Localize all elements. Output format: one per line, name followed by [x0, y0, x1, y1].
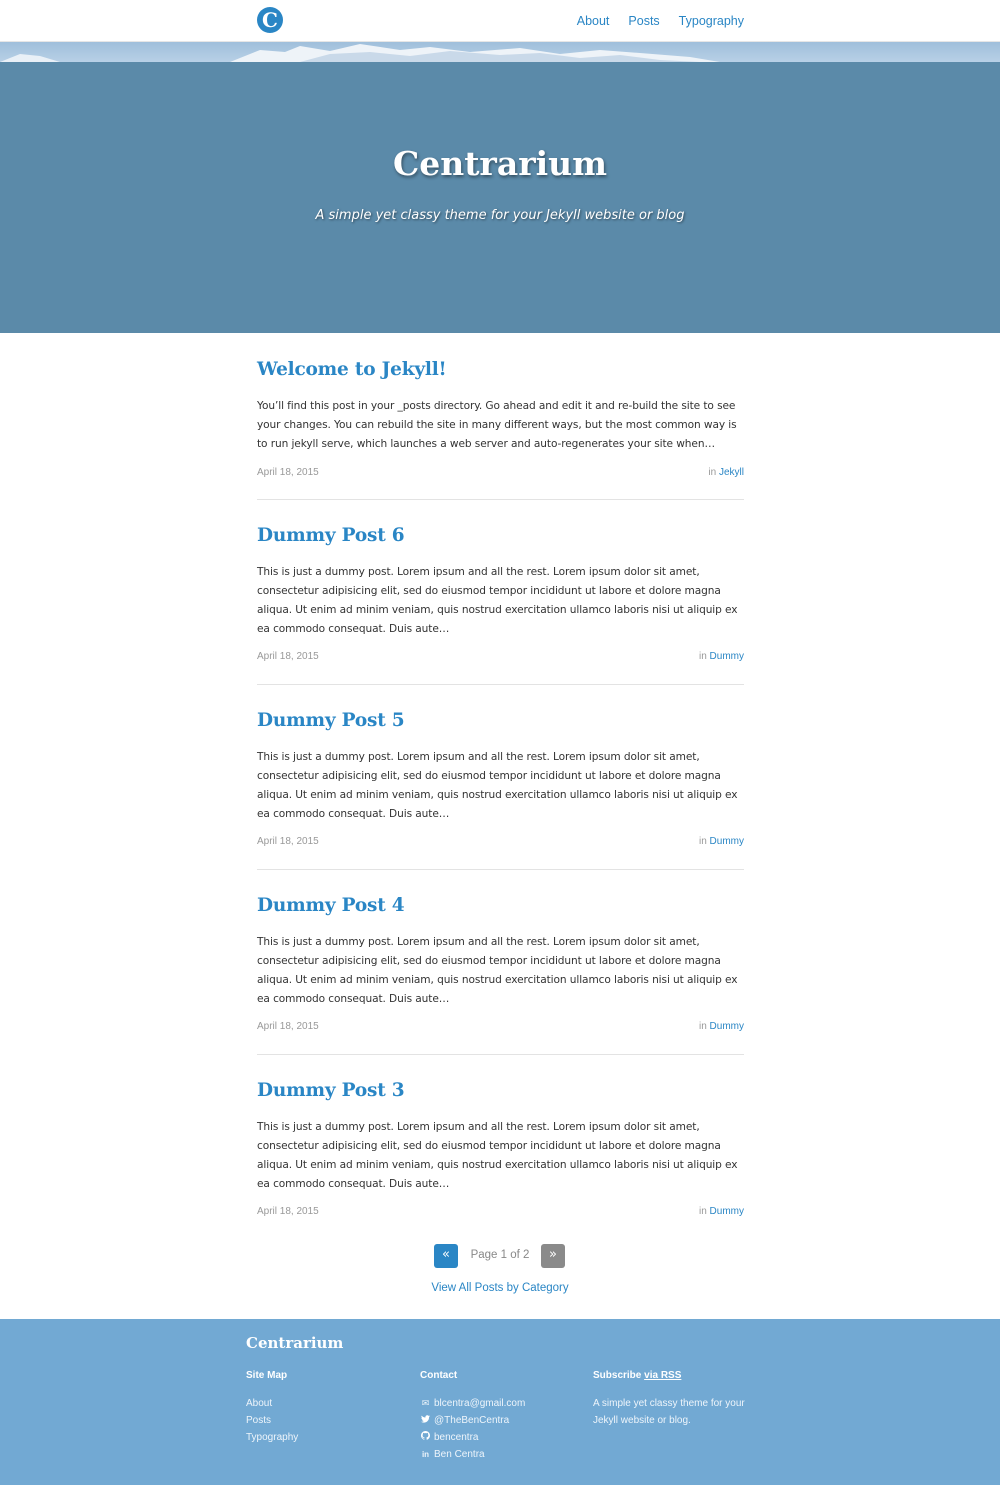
post-date: April 18, 2015 — [257, 836, 319, 847]
footer-site-title: Centrarium — [246, 1334, 344, 1352]
post-title[interactable]: Dummy Post 4 — [257, 895, 405, 916]
footer-link-about[interactable]: About — [246, 1398, 273, 1409]
hero-mountain-image — [0, 42, 1000, 62]
hero-banner — [0, 62, 1000, 333]
sitemap-heading: Site Map — [246, 1370, 288, 1381]
contact-linkedin-text: Ben Centra — [434, 1449, 485, 1460]
post-category — [708, 467, 744, 478]
contact-github-text: bencentra — [434, 1432, 479, 1443]
nav-links — [558, 0, 744, 42]
page-indicator: Page 1 of 2 — [470, 1249, 530, 1261]
twitter-icon — [420, 1412, 431, 1429]
footer-description: A simple yet classy theme for your Jekyll website or blog. — [593, 1398, 745, 1426]
post-excerpt: This is just a dummy post. Lorem ipsum and all the rest. Lorem ipsum dolor sit amet, consectetur adipisicing elit, sed do eiusmod tempor incididunt ut labore et dolore magna aliqua. Ut enim ad minim veniam, quis nostrud exercitation ullamco laboris nisi ut aliquip ex ea commodo consequat. Duis aute… — [257, 936, 738, 1005]
post-date: April 18, 2015 — [257, 651, 319, 662]
contact-twitter[interactable] — [420, 1412, 525, 1429]
linkedin-icon: in — [421, 1450, 430, 1459]
post-category — [699, 1021, 744, 1032]
footer-sitemap — [246, 1370, 298, 1446]
post-title[interactable]: Dummy Post 6 — [257, 525, 405, 546]
footer-subscribe — [593, 1370, 753, 1429]
subscribe-heading — [593, 1370, 753, 1381]
post-item — [257, 333, 744, 500]
rss-link[interactable]: via RSS — [644, 1370, 682, 1381]
post-excerpt: You’ll find this post in your _posts directory. Go ahead and edit it and re-build the site to see your changes. You can rebuild the site in many different ways, but the most common way is to run jekyll serve, which launches a web server and auto-regenerates your site when… — [257, 400, 737, 450]
footer-link-posts[interactable]: Posts — [246, 1415, 272, 1426]
in-label: in — [698, 651, 707, 662]
post-item — [257, 1055, 744, 1240]
post-category — [699, 1206, 744, 1217]
next-page-button[interactable]: » — [541, 1244, 565, 1268]
in-label: in — [698, 836, 707, 847]
contact-twitter-text: @TheBenCentra — [434, 1415, 510, 1426]
category-link[interactable]: Dummy — [709, 1206, 744, 1217]
nav-link-posts[interactable]: Posts — [628, 14, 660, 28]
post-excerpt: This is just a dummy post. Lorem ipsum and all the rest. Lorem ipsum dolor sit amet, consectetur adipisicing elit, sed do eiusmod tempor incididunt ut labore et dolore magna aliqua. Ut enim ad minim veniam, quis nostrud exercitation ullamco laboris nisi ut aliquip ex ea commodo consequat. Duis aute… — [257, 566, 738, 635]
in-label: in — [698, 1206, 707, 1217]
post-list — [257, 333, 744, 1240]
pagination — [0, 1244, 1000, 1268]
contact-linkedin[interactable] — [420, 1446, 525, 1463]
footer-link-typography[interactable]: Typography — [246, 1432, 299, 1443]
category-link[interactable]: Dummy — [709, 651, 744, 662]
post-title[interactable]: Welcome to Jekyll! — [257, 359, 447, 380]
logo-icon[interactable]: C — [257, 7, 283, 33]
post-category — [699, 651, 744, 662]
contact-email-text: blcentra@gmail.com — [434, 1398, 526, 1409]
previous-page-button[interactable]: « — [434, 1244, 458, 1268]
site-subtitle: A simple yet classy theme for your Jekyll website or blog — [315, 208, 685, 223]
post-item — [257, 685, 744, 870]
in-label: in — [698, 1021, 707, 1032]
subscribe-label: Subscribe — [593, 1370, 642, 1381]
category-link[interactable]: Jekyll — [718, 467, 744, 478]
category-link[interactable]: Dummy — [709, 1021, 744, 1032]
post-excerpt: This is just a dummy post. Lorem ipsum and all the rest. Lorem ipsum dolor sit amet, consectetur adipisicing elit, sed do eiusmod tempor incididunt ut labore et dolore magna aliqua. Ut enim ad minim veniam, quis nostrud exercitation ullamco laboris nisi ut aliquip ex ea commodo consequat. Duis aute… — [257, 751, 738, 820]
contact-github[interactable] — [420, 1429, 525, 1446]
nav-link-typography[interactable]: Typography — [678, 14, 744, 28]
contact-email[interactable] — [420, 1395, 525, 1412]
site-footer — [0, 1319, 1000, 1485]
post-title[interactable]: Dummy Post 5 — [257, 710, 405, 731]
top-navbar — [0, 0, 1000, 42]
post-date: April 18, 2015 — [257, 467, 319, 478]
view-all-posts-link[interactable]: View All Posts by Category — [431, 1282, 569, 1294]
post-item — [257, 500, 744, 685]
post-date: April 18, 2015 — [257, 1206, 319, 1217]
in-label: in — [708, 467, 717, 478]
post-category — [699, 836, 744, 847]
post-excerpt: This is just a dummy post. Lorem ipsum and all the rest. Lorem ipsum dolor sit amet, consectetur adipisicing elit, sed do eiusmod tempor incididunt ut labore et dolore magna aliqua. Ut enim ad minim veniam, quis nostrud exercitation ullamco laboris nisi ut aliquip ex ea commodo consequat. Duis aute… — [257, 1121, 738, 1190]
contact-heading: Contact — [420, 1370, 458, 1381]
footer-contact — [420, 1370, 525, 1463]
nav-link-about[interactable]: About — [576, 14, 610, 28]
github-icon — [420, 1429, 431, 1446]
site-title: Centrarium — [392, 144, 608, 183]
post-title[interactable]: Dummy Post 3 — [257, 1080, 405, 1101]
post-date: April 18, 2015 — [257, 1021, 319, 1032]
category-link[interactable]: Dummy — [709, 836, 744, 847]
envelope-icon: ✉ — [421, 1398, 430, 1408]
post-item — [257, 870, 744, 1055]
